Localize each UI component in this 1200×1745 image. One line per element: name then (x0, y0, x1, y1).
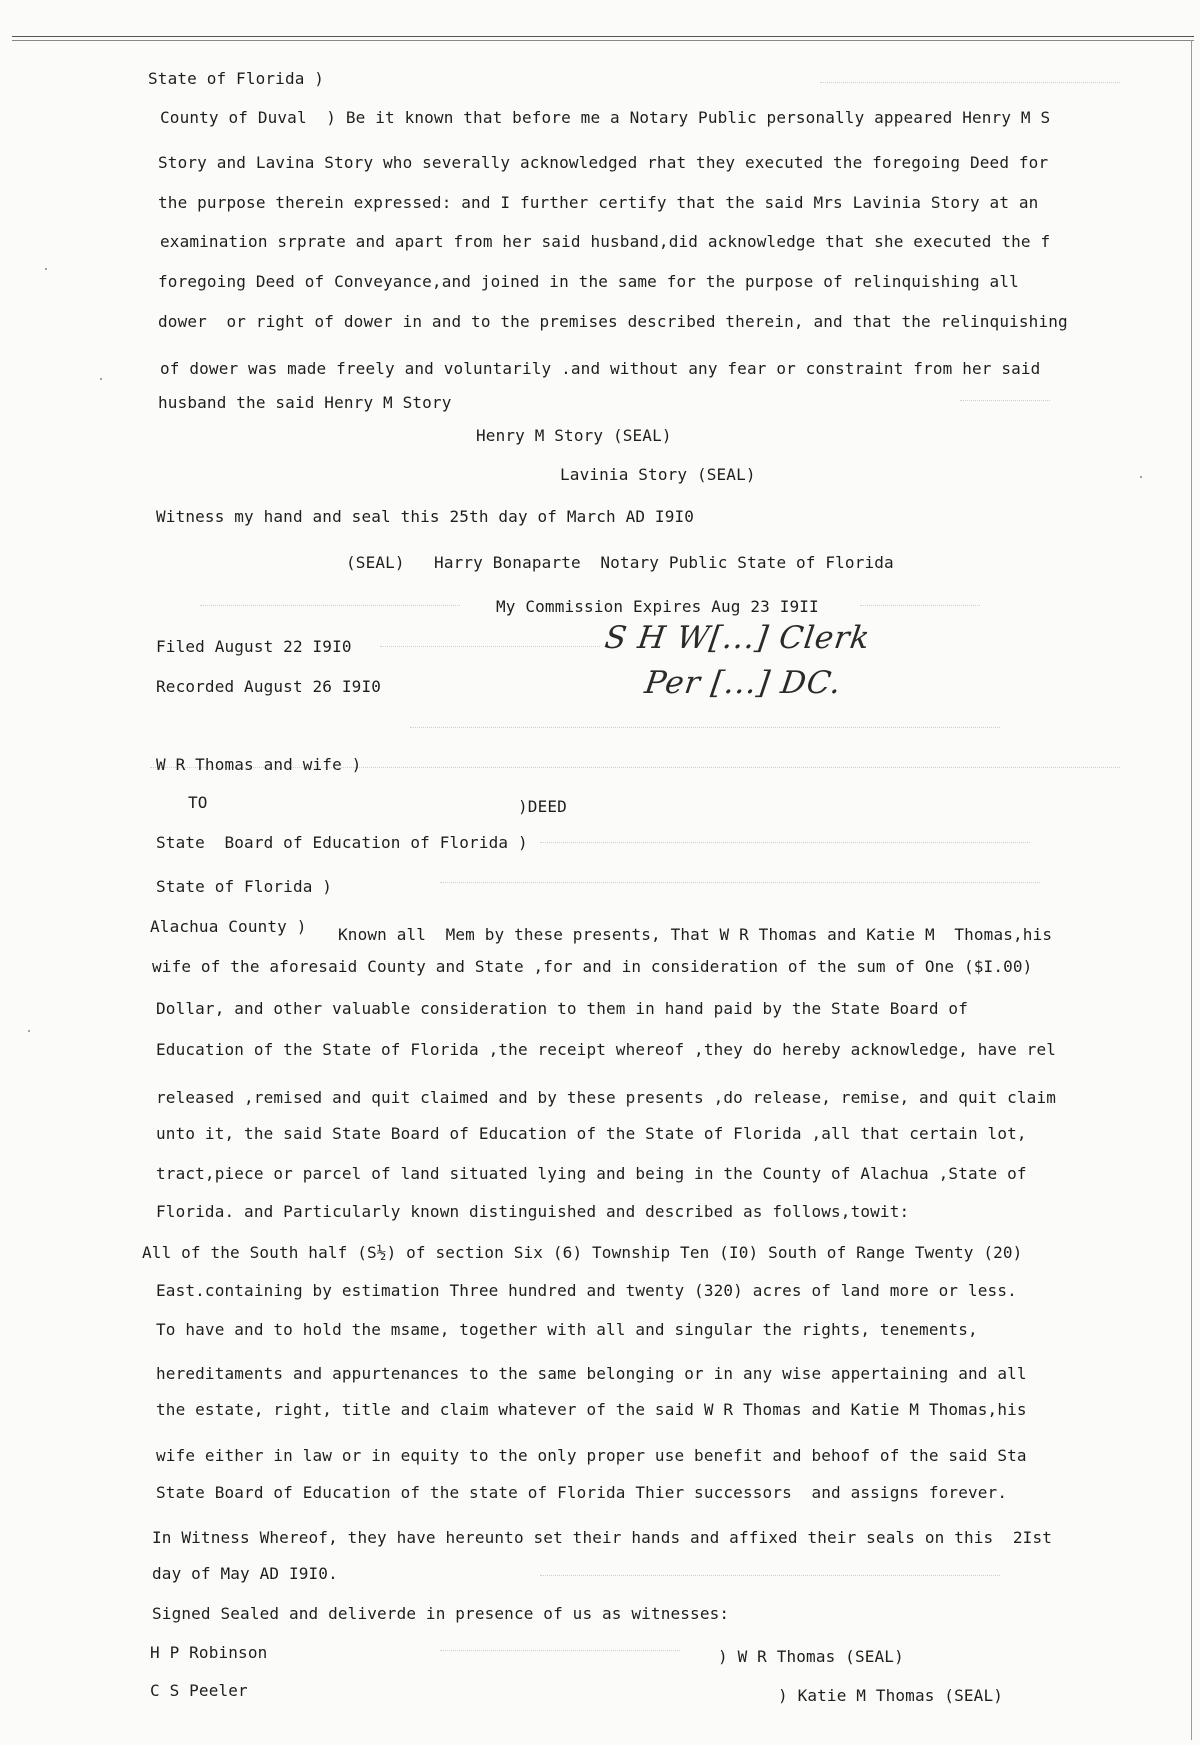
top-rule (12, 36, 1194, 37)
text-line: foregoing Deed of Conveyance,and joined in the same for the purpose of relinquishing all (158, 272, 1019, 291)
bleed-through-mark (540, 842, 1030, 844)
text-line: hereditaments and appurtenances to the same belonging or in any wise appertaining and all (156, 1364, 1027, 1383)
text-line: wife either in law or in equity to the only proper use benefit and behoof of the said Sta (156, 1446, 1027, 1465)
grantor-signature: ) Katie M Thomas (SEAL) (778, 1686, 1004, 1705)
witness-name: H P Robinson (150, 1643, 268, 1662)
text-line: Story and Lavina Story who severally acknowledged rhat they executed the foregoing Deed for (158, 153, 1049, 172)
text-line: husband the said Henry M Story (158, 393, 452, 412)
bleed-through-mark (440, 1650, 680, 1652)
deed-heading: State Board of Education of Florida ) (156, 833, 528, 852)
bleed-through-mark (380, 646, 600, 648)
text-line: Dollar, and other valuable consideration to them in hand paid by the State Board of (156, 999, 968, 1018)
bleed-through-mark (200, 605, 460, 607)
text-line: released ,remised and quit claimed and by these presents ,do release, remise, and quit claim (156, 1088, 1057, 1107)
text-line: the estate, right, title and claim whatever of the said W R Thomas and Katie M Thomas,his (156, 1400, 1027, 1419)
text-line: State of Florida ) (156, 877, 333, 896)
bleed-through-mark (410, 727, 1000, 729)
text-line: dower or right of dower in and to the premises described therein, and that the relinquishing (158, 312, 1068, 331)
text-line: Education of the State of Florida ,the receipt whereof ,they do hereby acknowledge, have rel (156, 1040, 1057, 1059)
filed-date: Filed August 22 I9I0 (156, 637, 352, 656)
text-line: Known all Mem by these presents, That W R Thomas and Katie M Thomas,his (338, 925, 1053, 944)
deed-heading: TO (188, 793, 208, 812)
text-line: tract,piece or parcel of land situated lying and being in the County of Alachua ,State of (156, 1164, 1027, 1183)
deed-heading: W R Thomas and wife ) (156, 755, 362, 774)
text-line: examination srprate and apart from her said husband,did acknowledge that she executed the f (160, 232, 1051, 251)
recorded-date: Recorded August 26 I9I0 (156, 677, 382, 696)
page-edge (1191, 40, 1192, 1740)
text-line: Florida. and Particularly known distinguished and described as follows,towit: (156, 1202, 910, 1221)
grantor-signature: ) W R Thomas (SEAL) (718, 1647, 904, 1666)
bleed-through-mark (440, 882, 1040, 884)
text-line: day of May AD I9I0. (152, 1564, 338, 1583)
bleed-through-mark (820, 82, 1120, 84)
text-line: In Witness Whereof, they have hereunto set their hands and affixed their seals on this 2Ist (152, 1528, 1053, 1547)
top-rule-secondary (12, 40, 1194, 41)
bleed-through-mark (540, 1575, 1000, 1577)
bleed-through-mark (860, 605, 980, 607)
commission-line: My Commission Expires Aug 23 I9II (496, 597, 819, 616)
text-line: County of Duval ) Be it known that before me a Notary Public personally appeared Henry M S (160, 108, 1051, 127)
text-line: State of Florida ) (148, 69, 325, 88)
text-line: Witness my hand and seal this 25th day of March AD I9I0 (156, 507, 695, 526)
text-line: To have and to hold the msame, together with all and singular the rights, tenements, (156, 1320, 978, 1339)
signature-line: Lavinia Story (SEAL) (560, 465, 756, 484)
text-line: Signed Sealed and deliverde in presence of us as witnesses: (152, 1604, 730, 1623)
signature-line: Henry M Story (SEAL) (476, 426, 672, 445)
text-line: All of the South half (S½) of section Six (6) Township Ten (I0) South of Range Twenty (20) (142, 1243, 1023, 1262)
ink-speck (45, 268, 47, 270)
witness-name: C S Peeler (150, 1681, 248, 1700)
bleed-through-mark (960, 400, 1050, 402)
text-line: the purpose therein expressed: and I further certify that the said Mrs Lavinia Story at an (158, 193, 1039, 212)
text-line: wife of the aforesaid County and State ,for and in consideration of the sum of One ($I.00) (152, 957, 1033, 976)
notary-line: (SEAL) Harry Bonaparte Notary Public State of Florida (346, 553, 894, 572)
ink-speck (28, 1030, 30, 1032)
text-line: State Board of Education of the state of Florida Thier successors and assigns forever. (156, 1483, 1008, 1502)
text-line: of dower was made freely and voluntarily .and without any fear or constraint from her said (160, 359, 1041, 378)
clerk-signature: S H W[...] Clerk (602, 620, 873, 656)
deputy-clerk-signature: Per [...] DC. (642, 665, 844, 701)
deed-heading: )DEED (518, 797, 567, 816)
ink-speck (100, 378, 102, 380)
ink-speck (1140, 476, 1142, 478)
text-line: unto it, the said State Board of Education of the State of Florida ,all that certain lot, (156, 1124, 1027, 1143)
text-line: East.containing by estimation Three hundred and twenty (320) acres of land more or less. (156, 1281, 1017, 1300)
text-line: Alachua County ) (150, 917, 307, 936)
